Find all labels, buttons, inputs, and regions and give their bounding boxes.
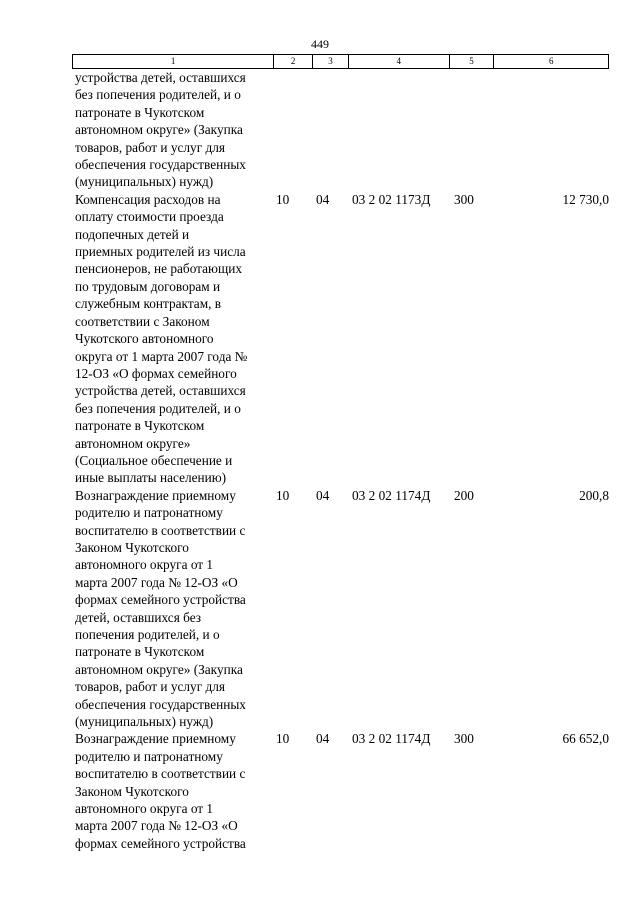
row-vr: 300 <box>454 731 474 747</box>
column-header-4: 4 <box>349 55 450 68</box>
row-sum: 66 652,0 <box>562 731 609 747</box>
column-header-6: 6 <box>548 56 554 66</box>
row-podrazdel <box>313 69 349 191</box>
row-sum: 12 730,0 <box>562 191 609 207</box>
table-row <box>72 69 609 191</box>
row-csr: 03 2 02 1174Д <box>352 731 431 747</box>
row-sum <box>495 69 609 191</box>
column-header-5: 5 <box>450 55 495 68</box>
row-vr: 200 <box>454 487 474 503</box>
row-podrazdel: 04 <box>316 731 330 747</box>
table-row <box>72 191 609 487</box>
table-header <box>72 54 609 69</box>
page-number: 449 <box>311 37 329 51</box>
row-razdel: 10 <box>276 191 290 207</box>
column-header-2: 2 <box>274 55 313 68</box>
row-razdel <box>274 69 313 191</box>
row-csr <box>349 69 450 191</box>
row-razdel: 10 <box>276 731 290 747</box>
column-header-3: 3 <box>313 55 349 68</box>
row-razdel: 10 <box>276 487 290 503</box>
row-sum: 200,8 <box>579 487 609 503</box>
table-row <box>72 730 609 852</box>
row-vr <box>450 69 495 191</box>
row-podrazdel: 04 <box>316 487 330 503</box>
row-vr: 300 <box>454 191 474 207</box>
row-description: Компенсация расходов на оплату стоимости проезда подопечных детей и приемных родителей из числа пенсионеров, не работающих по трудовым договорам и служебным контрактам, в соответствии с Законом Чукотского автономного округа от 1 марта 2007 года № 12-ОЗ «О формах семейного устройства детей, оставшихся без попечения родителей, и о патронате в Чукотском автономном округе» (Социальное обеспечение и иные выплаты населению) <box>75 191 248 486</box>
table-row <box>72 487 609 731</box>
column-header-1: 1 <box>73 55 274 68</box>
row-podrazdel: 04 <box>316 191 330 207</box>
table-body <box>72 69 609 852</box>
row-description: Вознаграждение приемному родителю и патронатному воспитателю в соответствии с Законом Чукотского автономного округа от 1 марта 2007 года № 12-ОЗ «О формах семейного устройства <box>75 731 246 851</box>
row-description: устройства детей, оставшихся без попечения родителей, и о патронате в Чукотском автономном округе» (Закупка товаров, работ и услуг для обеспечения государственных (муниципальных) нужд) <box>75 70 246 190</box>
row-description: Вознаграждение приемному родителю и патронатному воспитателю в соответствии с Законом Чукотского автономного округа от 1 марта 2007 года № 12-ОЗ «О формах семейного устройства детей, оставшихся без попечения родителей, и о патронате в Чукотском автономном округе» (Закупка товаров, работ и услуг для обеспечения государственных (муниципальных) нужд) <box>75 487 246 730</box>
row-csr: 03 2 02 1173Д <box>352 191 431 207</box>
row-csr: 03 2 02 1174Д <box>352 487 431 503</box>
